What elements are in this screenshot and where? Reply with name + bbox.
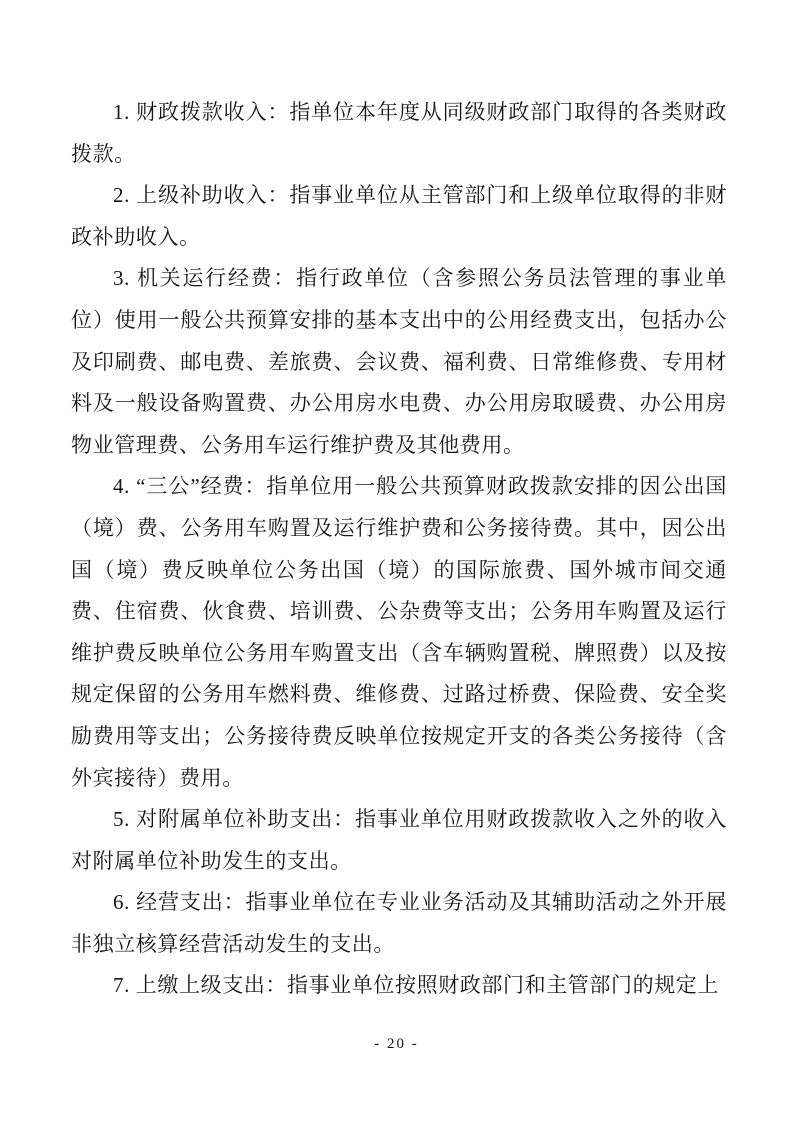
page-number: - 20 - [374,1036,419,1052]
paragraph-5-subsidy-to-affiliated-units: 5. 对附属单位补助支出：指事业单位用财政拨款收入之外的收入对附属单位补助发生的支出。 [71,807,727,873]
paragraph-7-payment-to-superior: 7. 上缴上级支出：指事业单位按照财政部门和主管部门的规定上 [113,973,719,998]
paragraph-2-superior-subsidy-income: 2. 上级补助收入：指事业单位从主管部门和上级单位取得的非财政补助收入。 [71,183,727,249]
paragraph-1-fiscal-appropriation-income: 1. 财政拨款收入：指单位本年度从同级财政部门取得的各类财政拨款。 [71,100,727,166]
paragraph-4-three-public-expenses: 4. “三公”经费：指单位用一般公共预算财政拨款安排的因公出国（境）费、公务用车购置及运行维护费和公务接待费。其中，因公出国（境）费反映单位公务出国（境）的国际旅费、国外城市间交通费、住宿费、伙食费、培训费、公杂费等支出；公务用车购置及运行维护费反映单位公务用车购置支出（含车辆购置税、牌照费）以及按规定保留的公务用车燃料费、维修费、过路过桥费、保险费、安全奖励费用等支出；公务接待费反映单位按规定开支的各类公务接待（含外宾接待）费用。 [71,474,727,790]
paragraph-3-agency-operating-funds: 3. 机关运行经费：指行政单位（含参照公务员法管理的事业单位）使用一般公共预算安排的基本支出中的公用经费支出，包括办公及印刷费、邮电费、差旅费、会议费、福利费、日常维修费、专用材料及一般设备购置费、办公用房水电费、办公用房取暖费、办公用房物业管理费、公务用车运行维护费及其他费用。 [71,266,727,457]
paragraph-6-operating-expenditure: 6. 经营支出：指事业单位在专业业务活动及其辅助活动之外开展非独立核算经营活动发生的支出。 [71,890,727,956]
document-body [71,92,727,1007]
